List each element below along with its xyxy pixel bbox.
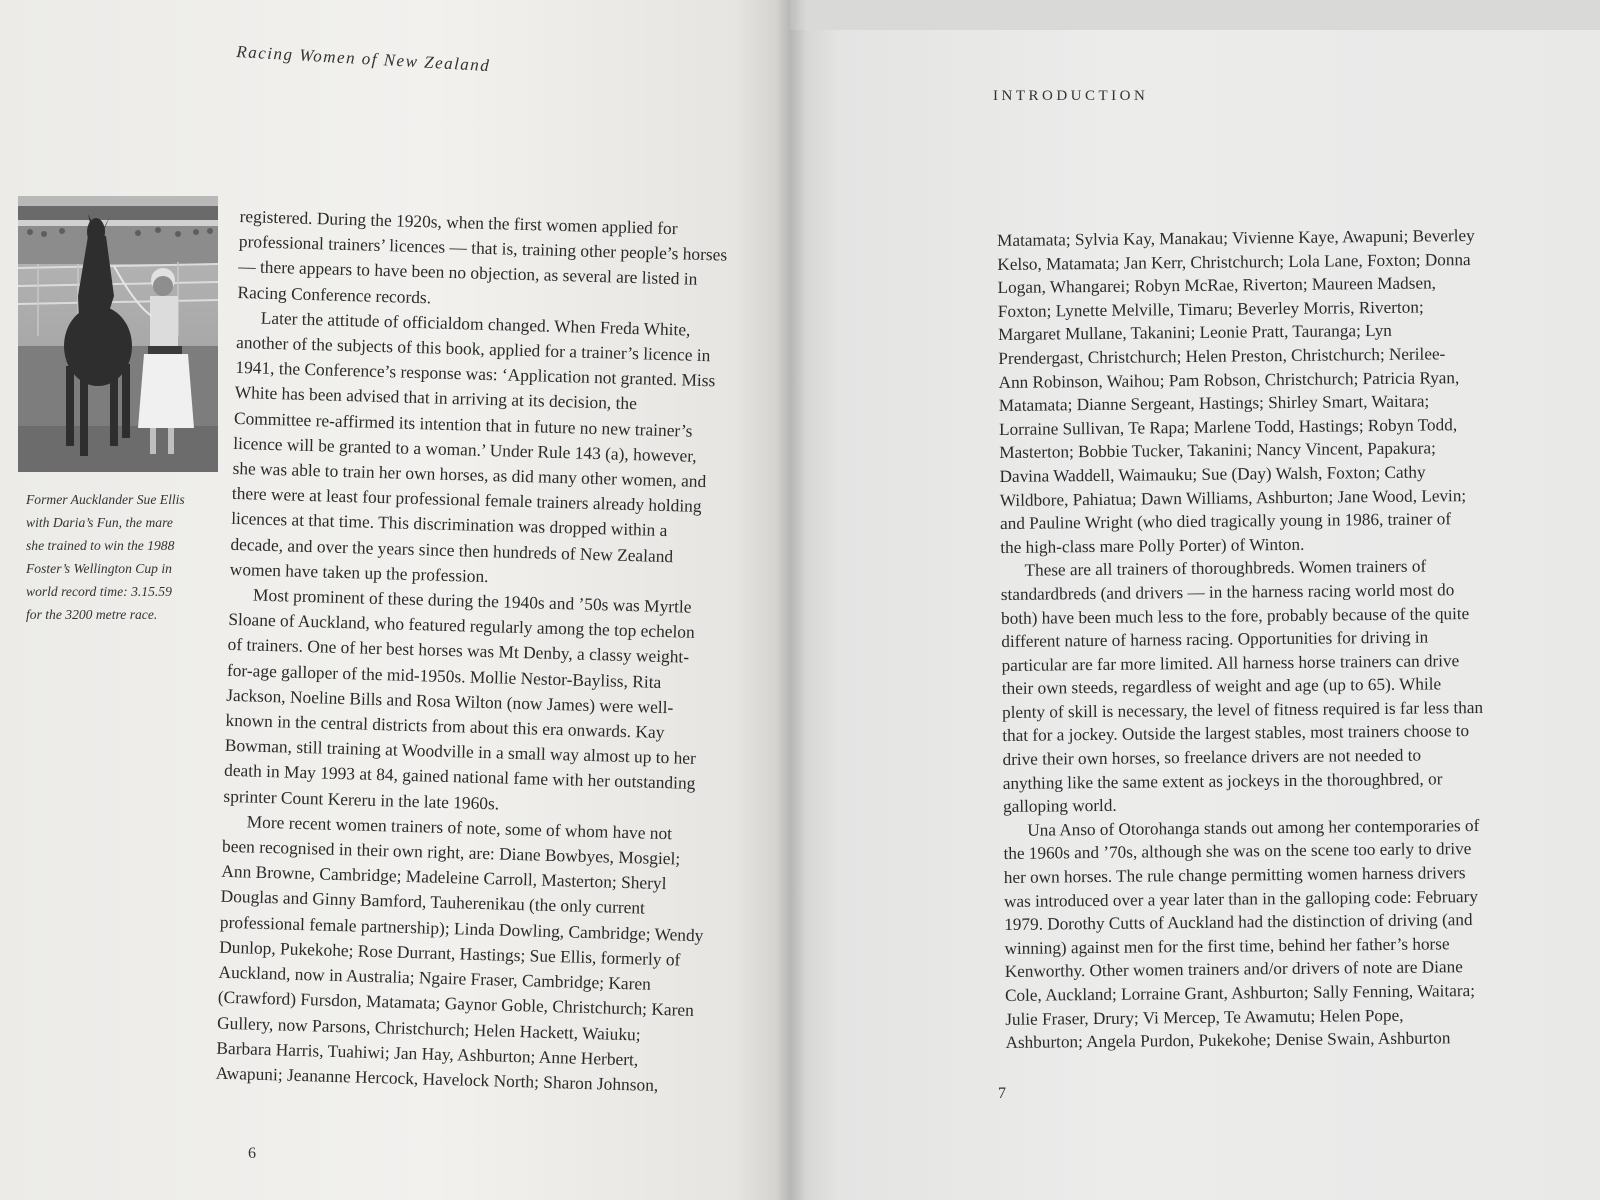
text-line: and Pauline Wright (who died tragically young in 1986, trainer of bbox=[999, 509, 1452, 534]
text-line: Wildbore, Pahiatua; Dawn Williams, Ashburton; Jane Wood, Levin; bbox=[999, 485, 1467, 510]
text-line: Ann Browne, Cambridge; Madeleine Carroll, Masterton; Sheryl bbox=[221, 861, 667, 894]
caption-line: she trained to win the 1988 bbox=[26, 538, 175, 553]
text-line: Davina Waddell, Waimauku; Sue (Day) Walsh, Foxton; Cathy bbox=[999, 462, 1426, 486]
text-line: standardbreds (and drivers — in the harness racing world most do bbox=[1000, 580, 1455, 604]
caption-line: with Daria’s Fun, the mare bbox=[26, 515, 173, 530]
text-line: another of the subjects of this book, applied for a trainer’s licence in bbox=[235, 331, 711, 366]
page-number-right: 7 bbox=[998, 1085, 1006, 1102]
text-line: Margaret Mullane, Takanini; Leonie Pratt, Tauranga; Lyn bbox=[998, 321, 1392, 345]
text-line: Prendergast, Christchurch; Helen Preston, Christchurch; Nerilee- bbox=[998, 344, 1446, 368]
text-line: particular are far more limited. All harness horse trainers can drive bbox=[1001, 650, 1460, 675]
text-line: — there appears to have been no objection, as several are listed in bbox=[237, 256, 698, 290]
text-line: Gullery, now Parsons, Christchurch; Helen Hackett, Waiuku; bbox=[216, 1012, 641, 1045]
text-line: Lorraine Sullivan, Te Rapa; Marlene Todd, Hastings; Robyn Todd, bbox=[998, 414, 1458, 439]
text-line: professional trainers’ licences — that is, training other people’s horses bbox=[238, 231, 728, 265]
caption-line: Former Aucklander Sue Ellis bbox=[26, 492, 185, 507]
text-line: licence will be granted to a woman.’ Under Rule 143 (a), however, bbox=[233, 432, 697, 466]
caption-line: for the 3200 metre race. bbox=[26, 607, 158, 622]
text-line: women have taken up the profession. bbox=[229, 558, 489, 586]
photo-illustration bbox=[18, 196, 218, 472]
text-line: of trainers. One of her best horses was Mt Denby, a classy weight- bbox=[227, 634, 690, 668]
text-line: Matamata; Dianne Sergeant, Hastings; Shirley Smart, Waitara; bbox=[998, 391, 1430, 416]
text-line: decade, and over the years since then hundreds of New Zealand bbox=[230, 533, 674, 566]
book-gutter bbox=[776, 0, 806, 1200]
text-line: plenty of skill is necessary, the level of fitness required is far less than bbox=[1001, 697, 1484, 722]
text-line: licences at that time. This discrimination was dropped within a bbox=[230, 508, 668, 541]
text-line: Barbara Harris, Tuahiwi; Jan Hay, Ashburton; Anne Herbert, bbox=[216, 1037, 639, 1070]
page-number-left: 6 bbox=[248, 1145, 256, 1162]
text-line: professional female partnership); Linda Dowling, Cambridge; Wendy bbox=[219, 911, 704, 945]
text-line: Julie Fraser, Drury; Vi Mercep, Te Awamutu; Helen Pope, bbox=[1005, 1005, 1404, 1029]
right-body-text bbox=[997, 224, 1487, 1055]
caption-line: Foster’s Wellington Cup in bbox=[26, 561, 172, 576]
text-line: there were at least four professional female trainers already holding bbox=[231, 483, 702, 517]
text-line: Logan, Whangarei; Robyn McRae, Riverton; Maureen Madsen, bbox=[997, 273, 1437, 298]
text-line: winning) against men for the first time, behind her father’s horse bbox=[1004, 934, 1450, 958]
text-line: Jackson, Noeline Bills and Rosa Wilton (now James) were well- bbox=[226, 684, 674, 718]
text-line: Ann Robinson, Waihou; Pam Robson, Christchurch; Patricia Ryan, bbox=[998, 367, 1460, 392]
text-line: Awapuni; Jeananne Hercock, Havelock North; Sharon Johnson, bbox=[215, 1062, 659, 1095]
text-line: their own steeds, regardless of weight and age (up to 65). While bbox=[1001, 674, 1442, 699]
horse-and-handler-photo bbox=[18, 196, 218, 472]
text-line: drive their own horses, so freelance drivers are not needed to bbox=[1002, 745, 1422, 770]
text-line: Racing Conference records. bbox=[237, 281, 432, 307]
text-line: 1979. Dorothy Cutts of Auckland had the distinction of driving (and bbox=[1004, 910, 1473, 935]
text-line: that for a jockey. Outside the largest stables, most trainers choose to bbox=[1002, 721, 1470, 746]
text-line: Sloane of Auckland, who featured regularly among the top echelon bbox=[228, 609, 696, 643]
section-heading: INTRODUCTION bbox=[993, 88, 1149, 104]
text-line: her own horses. The rule change permitting women harness drivers bbox=[1003, 863, 1466, 887]
text-line: Dunlop, Pukekohe; Rose Durrant, Hastings; Sue Ellis, formerly of bbox=[218, 936, 681, 970]
text-line: for-age galloper of the mid-1950s. Mollie Nestor-Bayliss, Rita bbox=[226, 659, 662, 692]
text-line: been recognised in their own right, are: Diane Bowbyes, Mosgiel; bbox=[221, 835, 681, 869]
text-line: was introduced over a year later than in the galloping code: February bbox=[1003, 886, 1479, 911]
running-head: Racing Women of New Zealand bbox=[235, 42, 491, 76]
text-line: Committee re-affirmed its intention that in future no new trainer’s bbox=[233, 407, 693, 441]
text-line: the 1960s and ’70s, although she was on the scene too early to drive bbox=[1003, 839, 1472, 864]
text-line: Una Anso of Otorohanga stands out among her contemporaries of bbox=[1027, 815, 1480, 840]
left-body-text bbox=[215, 204, 728, 1099]
text-line: Ashburton; Angela Purdon, Pukekohe; Denise Swain, Ashburton bbox=[1005, 1028, 1451, 1053]
text-line: different nature of harness racing. Opportunities for driving in bbox=[1001, 627, 1429, 652]
text-line: 1941, the Conference’s response was: ‘Application not granted. Miss bbox=[235, 357, 716, 391]
text-line: More recent women trainers of note, some of whom have not bbox=[246, 811, 673, 844]
text-line: known in the central districts from about this era onwards. Kay bbox=[225, 709, 665, 743]
text-line: registered. During the 1920s, when the first women applied for bbox=[239, 205, 678, 239]
text-line: White has been advised that in arriving at its decision, the bbox=[234, 382, 638, 414]
text-line: the high-class mare Polly Porter) of Winton. bbox=[1000, 534, 1305, 557]
text-line: Most prominent of these during the 1940s and ’50s was Myrtle bbox=[252, 584, 692, 617]
text-line: both) have been much less to the fore, probably because of the quite bbox=[1000, 603, 1470, 628]
text-line: (Crawford) Fursdon, Matamata; Gaynor Goble, Christchurch; Karen bbox=[217, 986, 695, 1021]
text-line: death in May 1993 at 84, gained national fame with her outstanding bbox=[223, 760, 696, 794]
text-line: sprinter Count Kereru in the late 1960s. bbox=[223, 785, 500, 814]
text-line: Later the attitude of officialdom changed. When Freda White, bbox=[260, 307, 691, 340]
text-line: Foxton; Lynette Melville, Timaru; Beverley Morris, Riverton; bbox=[997, 297, 1424, 321]
left-page bbox=[0, 0, 790, 1200]
text-line: she was able to train her own horses, as did many other women, and bbox=[232, 457, 707, 492]
text-line: Bowman, still training at Woodville in a small way almost up to her bbox=[224, 735, 697, 769]
text-line: Cole, Auckland; Lorraine Grant, Ashburton; Sally Fenning, Waitara; bbox=[1004, 981, 1476, 1005]
text-line: Masterton; Bobbie Tucker, Takanini; Nancy Vincent, Papakura; bbox=[999, 438, 1436, 463]
text-line: Douglas and Ginny Bamford, Tauherenikau (the only current bbox=[220, 886, 646, 919]
text-line: Matamata; Sylvia Kay, Manakau; Vivienne Kaye, Awapuni; Beverley bbox=[997, 225, 1475, 250]
caption-line: world record time: 3.15.59 bbox=[26, 584, 172, 599]
text-line: Kenworthy. Other women trainers and/or drivers of note are Diane bbox=[1004, 957, 1463, 982]
photo-caption bbox=[26, 488, 226, 626]
text-line: Auckland, now in Australia; Ngaire Fraser, Cambridge; Karen bbox=[218, 961, 652, 994]
text-line: galloping world. bbox=[1002, 796, 1117, 817]
text-line: Kelso, Matamata; Jan Kerr, Christchurch; Lola Lane, Foxton; Donna bbox=[997, 249, 1471, 274]
text-line: anything like the same extent as jockeys in the thoroughbred, or bbox=[1002, 769, 1443, 793]
text-line: These are all trainers of thoroughbreds. Women trainers of bbox=[1024, 556, 1427, 581]
